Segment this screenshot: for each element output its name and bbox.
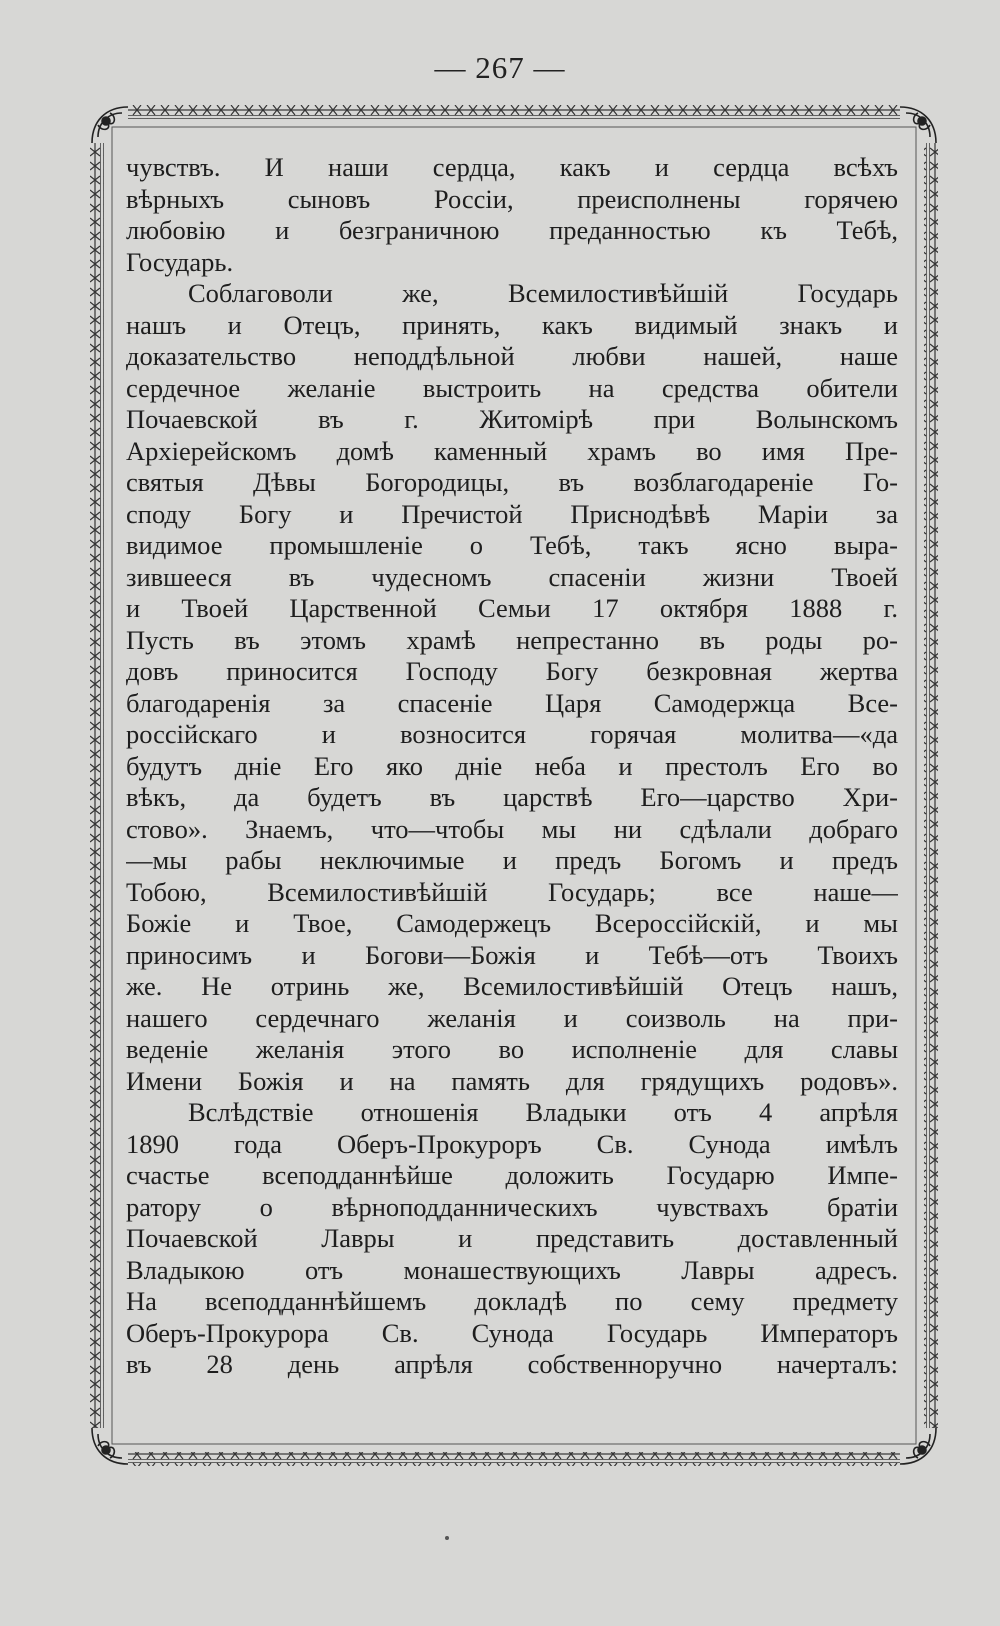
text-line: вѣкъ, да будетъ въ царствѣ Его—царство Хри- [126,782,898,812]
text-line: же. Не отринь же, Всемилостивѣйшій Отецъ нашъ, [126,971,898,1001]
text-line: —мы рабы неключимые и предъ Богомъ и предъ [126,845,898,875]
text-line: счастье всеподданнѣйше доложить Государю Импе- [126,1160,898,1190]
text-line: чувствъ. И наши сердца, какъ и сердца всѣхъ [126,152,898,182]
text-line: нашъ и Отецъ, принять, какъ видимый знакъ и [126,309,898,340]
body-text [126,152,898,1381]
page-number: — 267 — [434,50,566,85]
text-line: Государь. [126,246,234,277]
text-line: Вслѣдствіе отношенія Владыки отъ 4 апрѣля [188,1097,898,1127]
text-line: Божіе и Твое, Самодержецъ Всероссійскій, и мы [126,908,898,938]
text-line: будутъ дніе Его яко дніе неба и престолъ Его во [126,750,898,781]
text-line: Архіерейскомъ домѣ каменный храмъ во имя Пре- [126,435,898,466]
text-line: приносимъ и Богови—Божія и Тебѣ—отъ Твоихъ [126,939,898,970]
text-line: любовію и безграничною преданностью къ Тебѣ, [126,215,898,245]
text-line: Оберъ-Прокурора Св. Сунода Государь Императоръ [126,1317,898,1348]
text-line: и Твоей Царственной Семьи 17 октября 1888 г. [126,593,898,623]
text-line: 1890 года Оберъ-Прокуроръ Св. Сунода имѣлъ [126,1128,898,1159]
text-line: сердечное желаніе выстроить на средства обители [126,372,898,403]
text-line: довъ приносится Господу Богу безкровная жертва [126,656,898,686]
text-line: нашего сердечнаго желанія и соизволь на при- [126,1002,898,1033]
text-line: ратору о вѣрноподданническихъ чувствахъ братіи [126,1191,898,1222]
text-line: стово». Знаемъ, что—чтобы мы ни сдѣлали добраго [126,813,898,844]
text-line: Почаевской въ г. Житомірѣ при Волынскомъ [126,404,898,434]
text-line: доказательство неподдѣльной любви нашей, наше [126,341,898,371]
text-line: зившееся въ чудесномъ спасеніи жизни Твоей [126,561,898,592]
text-line: благодаренія за спасеніе Царя Самодержца Все- [126,687,898,718]
text-line: На всеподданнѣйшемъ докладѣ по сему предмету [126,1286,898,1316]
text-line: видимое промышленіе о Тебѣ, такъ ясно выра- [126,530,898,560]
text-line: Тобою, Всемилостивѣйшій Государь; все наше— [126,876,898,907]
text-line: Почаевской Лавры и представить доставленный [126,1223,898,1253]
text-line: споду Богу и Пречистой Приснодѣвѣ Маріи за [126,498,898,529]
text-line: святыя Дѣвы Богородицы, въ возблагодареніе Го- [126,467,898,497]
text-line: Соблаговоли же, Всемилостивѣйшій Государь [188,278,898,308]
ink-speck [445,1536,449,1540]
text-line: россійскаго и возносится горячая молитва—«да [126,719,898,749]
text-line: вѣрныхъ сыновъ Россіи, преисполнены горячею [126,183,898,214]
text-line: въ 28 день апрѣля собственноручно начерталъ: [126,1349,898,1379]
text-line: Пусть въ этомъ храмѣ непрестанно въ роды ро- [126,624,898,655]
text-line: Имени Божія и на память для грядущихъ родовъ». [126,1065,898,1096]
text-line: Владыкою отъ монашествующихъ Лавры адресъ. [126,1254,898,1285]
text-line: веденіе желанія этого во исполненіе для славы [126,1034,898,1064]
